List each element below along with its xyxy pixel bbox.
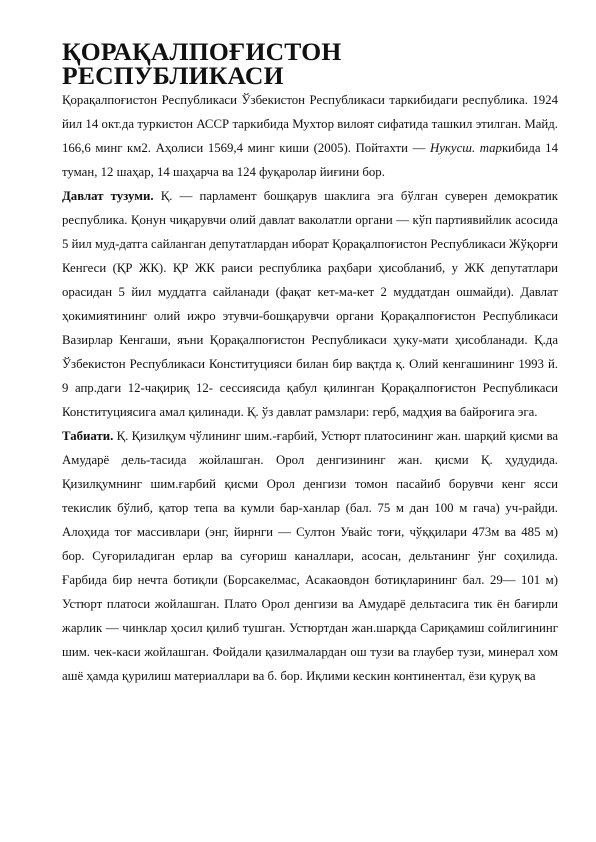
government-paragraph [62, 184, 558, 424]
intro-text-start: Қорақалпоғистон Республикаси Ўзбекистон Республикаси таркибидаги республика. 1924 йил 14 окт.да туркистон АССР таркибида Мухтор вилоят сифатида ташкил этилган. Майд. 166,6 минг км2. Аҳолиси 1569,4 минг киши (2005). Пойтахти — [62, 93, 558, 155]
government-heading: Давлат тузуми. [62, 189, 154, 203]
document-title: ҚОРАҚАЛПОҒИСТОН РЕСПУБЛИКАСИ [62, 37, 342, 90]
intro-text-end: кибида 14 туман, 12 шаҳар, 14 шаҳарча ва 124 фуқаролар йиғини бор. [62, 141, 558, 179]
nature-text: Қ. Қизилқум чўлининг шим.-ғарбий, Устюрт платосининг жан. шарқий қисми ва Амударё дель-тасида жойлашган. Орол денгизининг жан. қисми Қ. ҳудудида. Қизилқумнинг шим.ғарбий қисми Орол денгизи томон пасайиб борувчи кенг ясси текислик бўлиб, қатор тепа ва кумли бар-ханлар (бал. 75 м дан 100 м гача) уч-райди. Алоҳида тоғ массивлари (энг, йирнги — Султон Увайс тоғи, чўққилари 473м ва 485 м) бор. Суғориладиган ерлар ва суғориш каналлари, асосан, дельтанинг ўнг соҳилида. Ғарбида бир нечта ботиқли (Борсакелмас, Асакаовдон ботиқларининг бал. 29— 101 м) Устюрт платоси жойлашган. Плато Орол денгизи ва Амударё дельтасига тик ён бағирли жарлик — чинклар ҳосил қилиб тушган. Устюртдан жан.шарқда Сариқамиш сойлигининг шим. чек-каси жойлашган. Фойдали қазилмалардан ош тузи ва глаубер тузи, минерал хом ашё ҳамда қурилиш материаллари ва б. бор. Иқлими кескин континентал, ёзи қуруқ ва [62, 429, 558, 683]
government-text: Қ. — парламент бошқарув шаклига эга бўлган суверен демократик республика. Қонун чиқарувчи олий давлат ваколатли органи — кўп партиявийлик асосида 5 йил муд-датга сайланган депутатлардан иборат Қорақалпоғистон Республикаси Жўқорғи Кенгеси (ҚР ЖК). ҚР ЖК раиси республика раҳбари ҳисобланиб, у ЖК депутатлари орасидан 5 йил муддатга сайланади (фақат кет-ма-кет 2 муддатдан ошмайди). Давлат ҳокимиятининг олий ижро этувчи-бошқарувчи органи Қорақалпоғистон Республикаси Вазирлар Кенгаши, яъни Қорақалпоғистон Республикаси ҳуку-мати ҳисобланади. Қ.да Ўзбекистон Республикаси Конституцияси билан бир вақтда қ. Олий кенгашининг 1993 й. 9 апр.даги 12-чақириқ 12- сессиясида қабул қилинган Қорақалпоғистон Республикаси Конституциясига амал қилинади. Қ. ўз давлат рамзлари: герб, мадҳия ва байроғига эга. [62, 189, 558, 419]
document-page [62, 37, 558, 688]
intro-paragraph [62, 88, 558, 184]
intro-italic-text: Нукусш. тар [430, 141, 502, 155]
nature-paragraph [62, 424, 558, 688]
nature-heading: Табиати. [62, 429, 114, 443]
